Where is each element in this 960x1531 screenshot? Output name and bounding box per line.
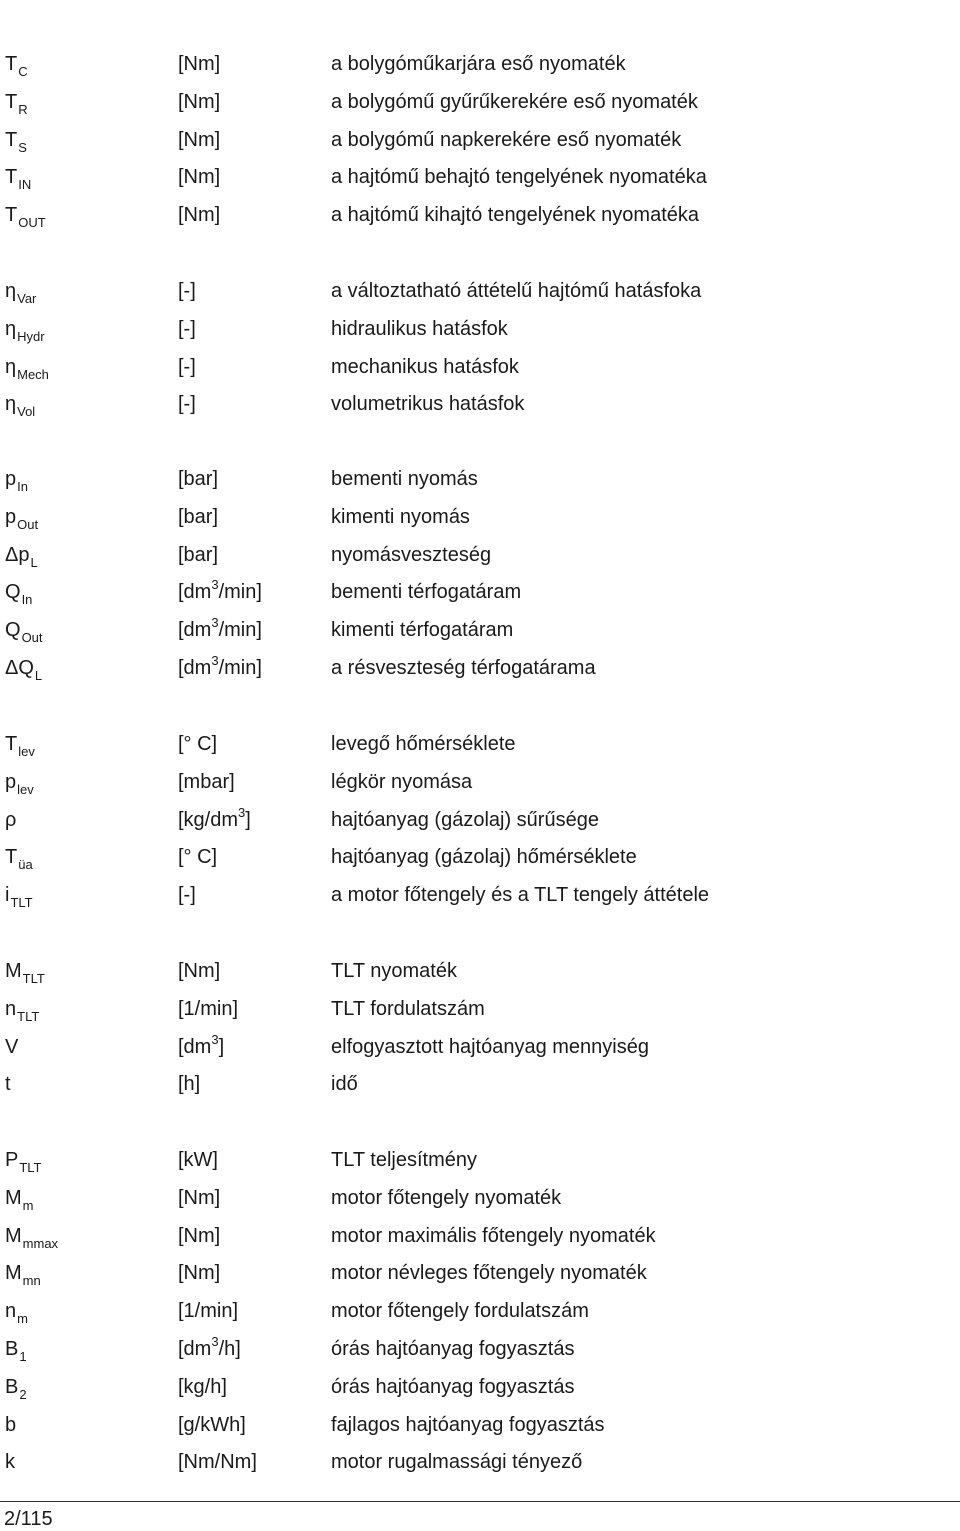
symbol <box>5 656 42 682</box>
symbol-base: T <box>5 128 18 151</box>
symbol <box>5 467 28 493</box>
symbol <box>5 90 28 116</box>
symbol-row <box>0 1072 960 1110</box>
unit <box>178 959 220 983</box>
symbol-subscript: S <box>18 139 27 155</box>
unit-text: [g/kWh] <box>178 1413 246 1436</box>
description: motor névleges főtengely nyomaték <box>331 1262 647 1285</box>
symbol-base: ΔQ <box>5 656 34 679</box>
unit-superscript: 3 <box>238 804 246 820</box>
unit-text: [° C] <box>178 846 218 869</box>
unit <box>178 1186 220 1210</box>
symbol-subscript: mmax <box>22 1235 59 1251</box>
description: a változtatható áttételű hajtómű hatásfoka <box>331 280 702 302</box>
description: légkör nyomása <box>331 770 473 793</box>
description: motor főtengely fordulatszám <box>331 1300 589 1323</box>
description: idő <box>331 1073 358 1096</box>
symbol-subscript: lev <box>17 781 34 797</box>
symbol-row <box>0 355 960 393</box>
symbol <box>5 392 35 418</box>
symbol-group <box>0 279 960 430</box>
unit-text: [kg/dm <box>178 808 239 831</box>
unit <box>178 165 220 189</box>
unit <box>178 577 262 606</box>
symbol-subscript: TLT <box>17 1008 40 1024</box>
unit-text-suffix: ] <box>218 1035 225 1058</box>
unit <box>178 1148 218 1172</box>
description: a bolygómű gyűrűkerekére eső nyomaték <box>331 90 698 113</box>
description: hidraulikus hatásfok <box>331 317 508 340</box>
symbol-base: V <box>5 1035 19 1058</box>
unit-text-suffix: /min] <box>218 656 262 679</box>
unit <box>178 615 262 644</box>
unit <box>178 883 196 907</box>
symbol-row <box>0 1261 960 1299</box>
symbol-base: M <box>5 960 22 982</box>
symbol-base: T <box>5 846 18 869</box>
symbol-subscript: Out <box>17 516 39 532</box>
symbol-base: Δp <box>5 543 30 566</box>
unit <box>178 317 196 341</box>
symbol <box>5 845 33 871</box>
unit-text-suffix: /h] <box>218 1337 241 1360</box>
symbol-base: ρ <box>5 808 17 831</box>
unit-text: [bar] <box>178 468 219 490</box>
symbol <box>5 52 28 78</box>
description: a bolygóműkarjára eső nyomaték <box>331 53 626 75</box>
symbol-subscript: 2 <box>19 1386 27 1402</box>
symbol-row <box>0 804 960 846</box>
symbol-row <box>0 1031 960 1073</box>
symbol-subscript: Var <box>17 291 37 306</box>
unit <box>178 1450 257 1474</box>
symbol-subscript: m <box>22 1197 34 1213</box>
description: hajtóanyag (gázolaj) hőmérséklete <box>331 846 637 869</box>
symbol-base: p <box>5 505 17 528</box>
unit-text: [1/min] <box>178 1300 239 1323</box>
unit <box>178 732 217 756</box>
unit-text: [dm <box>178 1337 212 1360</box>
symbol-row <box>0 467 960 505</box>
symbol <box>5 732 35 758</box>
symbol <box>5 1186 34 1212</box>
symbol-subscript: 1 <box>19 1348 27 1364</box>
symbol-row <box>0 577 960 618</box>
unit-text: [h] <box>178 1073 201 1096</box>
unit-text: [Nm] <box>178 1224 221 1247</box>
footer-rule <box>0 1501 960 1502</box>
description: TLT fordulatszám <box>331 997 485 1020</box>
symbol-base: T <box>5 90 18 113</box>
symbol-subscript: Out <box>21 630 43 646</box>
symbol-base: Q <box>5 581 21 604</box>
symbol <box>5 808 16 832</box>
symbol-base: B <box>5 1337 19 1360</box>
symbol-row <box>0 959 960 997</box>
symbol-base: n <box>5 997 17 1020</box>
symbol-subscript: In <box>17 479 28 494</box>
unit-text-suffix: /min] <box>218 581 262 604</box>
symbol-row <box>0 1375 960 1413</box>
symbol <box>5 1450 15 1474</box>
symbol <box>5 128 27 154</box>
description: órás hajtóanyag fogyasztás <box>331 1375 575 1398</box>
symbol-row <box>0 128 960 166</box>
unit-text: [Nm/Nm] <box>178 1451 257 1474</box>
unit-text: [Nm] <box>178 53 221 75</box>
symbol-base: i <box>5 884 10 907</box>
symbol-base: b <box>5 1413 17 1436</box>
symbol-subscript: R <box>18 101 28 117</box>
symbol <box>5 1035 18 1059</box>
symbol-row <box>0 1333 960 1375</box>
unit-text: [kg/h] <box>178 1375 227 1398</box>
symbol-row <box>0 615 960 656</box>
unit <box>178 845 217 869</box>
unit <box>178 505 218 529</box>
unit-superscript: 3 <box>211 615 219 631</box>
symbol-subscript: In <box>21 592 33 608</box>
unit <box>178 770 235 794</box>
symbol-group <box>0 467 960 694</box>
unit-superscript: 3 <box>211 1031 219 1047</box>
unit <box>178 652 262 682</box>
symbol-base: t <box>5 1073 11 1096</box>
unit <box>178 128 220 152</box>
symbol-base: Q <box>5 619 21 642</box>
unit-text: [dm <box>178 581 212 604</box>
symbol <box>5 1375 27 1401</box>
unit-text-suffix: ] <box>245 808 251 831</box>
symbol-subscript: TLT <box>19 1160 42 1175</box>
unit <box>178 203 220 227</box>
unit <box>178 997 238 1021</box>
symbol-subscript: TLT <box>10 895 33 911</box>
symbol-row <box>0 1186 960 1224</box>
symbol-base: M <box>5 1224 22 1247</box>
symbol-base: η <box>5 317 17 340</box>
symbol-row <box>0 165 960 203</box>
unit-text: [Nm] <box>178 1262 221 1285</box>
symbol-subscript: OUT <box>18 215 46 231</box>
symbol-subscript: Mech <box>17 366 49 382</box>
symbol-row <box>0 997 960 1035</box>
symbol-base: T <box>5 733 18 755</box>
unit-text: [-] <box>178 317 196 340</box>
unit-text: [Nm] <box>178 204 221 227</box>
description: mechanikus hatásfok <box>331 355 519 378</box>
symbol-base: M <box>5 1186 22 1209</box>
unit-text: [Nm] <box>178 960 221 982</box>
unit <box>178 467 218 491</box>
symbol-base: T <box>5 166 18 189</box>
unit <box>178 355 196 379</box>
symbol-row <box>0 1299 960 1337</box>
symbol-row <box>0 90 960 128</box>
symbol-base: η <box>5 355 17 378</box>
unit-text: [Nm] <box>178 90 221 113</box>
unit-text-suffix: /min] <box>218 619 262 642</box>
unit-text: [Nm] <box>178 166 221 189</box>
unit-superscript: 3 <box>211 652 219 668</box>
symbol-subscript: mn <box>22 1273 41 1289</box>
symbol-row <box>0 1148 960 1186</box>
symbol-subscript: IN <box>18 177 32 193</box>
symbol-subscript: L <box>30 554 38 570</box>
symbol-row <box>0 770 960 808</box>
unit-text: [-] <box>178 355 196 378</box>
symbol <box>5 997 39 1023</box>
description: órás hajtóanyag fogyasztás <box>331 1337 575 1360</box>
symbol-base: B <box>5 1375 19 1398</box>
unit-text: [Nm] <box>178 128 221 151</box>
description: bementi térfogatáram <box>331 581 522 604</box>
symbol-group <box>0 959 960 1110</box>
symbol <box>5 1072 11 1096</box>
unit-text: [dm <box>178 656 212 679</box>
symbol-subscript: m <box>17 1311 28 1327</box>
symbol <box>5 505 38 531</box>
description: a bolygómű napkerekére eső nyomaték <box>331 128 682 151</box>
symbol-group <box>0 52 960 241</box>
symbol-subscript: üa <box>18 857 33 873</box>
symbol-base: k <box>5 1451 15 1474</box>
description: TLT nyomaték <box>331 960 457 982</box>
description: elfogyasztott hajtóanyag mennyiség <box>331 1035 649 1058</box>
description: a motor főtengely és a TLT tengely áttétele <box>331 884 710 907</box>
symbol <box>5 279 36 305</box>
symbol <box>5 770 34 796</box>
unit-text: [dm <box>178 619 212 642</box>
unit <box>178 1299 238 1323</box>
symbol-row <box>0 505 960 543</box>
unit <box>178 1031 225 1061</box>
symbol-row <box>0 203 960 241</box>
description: levegő hőmérséklete <box>331 733 516 755</box>
symbol <box>5 165 31 191</box>
unit <box>178 1413 246 1437</box>
unit <box>178 804 251 834</box>
unit <box>178 90 220 114</box>
symbol <box>5 1299 28 1325</box>
symbol-row <box>0 392 960 430</box>
description: a résveszteség térfogatárama <box>331 656 596 679</box>
unit <box>178 1375 227 1399</box>
symbol-row <box>0 1224 960 1262</box>
unit-text: [-] <box>178 280 196 302</box>
symbol-row <box>0 279 960 317</box>
symbol-row <box>0 52 960 90</box>
description: motor főtengely nyomaték <box>331 1186 562 1209</box>
symbol <box>5 1413 16 1437</box>
symbol-row <box>0 732 960 770</box>
symbol-group <box>0 732 960 921</box>
unit <box>178 543 218 567</box>
unit <box>178 279 196 303</box>
symbol-row <box>0 652 960 694</box>
unit-text: [° C] <box>178 733 218 755</box>
symbol-subscript: TLT <box>22 971 45 986</box>
unit-text: [dm <box>178 1035 212 1058</box>
symbol-base: n <box>5 1300 17 1323</box>
symbol-row <box>0 1413 960 1451</box>
unit <box>178 1072 200 1096</box>
symbol-base: T <box>5 204 18 227</box>
page-number: 2/115 <box>4 1508 53 1530</box>
unit <box>178 52 220 76</box>
symbol-base: η <box>5 280 17 302</box>
symbol-group <box>0 1148 960 1488</box>
symbol-subscript: Hydr <box>17 328 45 344</box>
symbol <box>5 203 46 229</box>
symbol <box>5 959 45 985</box>
symbol <box>5 1224 58 1250</box>
symbol-row <box>0 1450 960 1488</box>
unit <box>178 1333 241 1363</box>
description: kimenti nyomás <box>331 505 470 528</box>
symbol-subscript: C <box>18 64 28 79</box>
unit-text: [-] <box>178 884 196 907</box>
description: a hajtómű kihajtó tengelyének nyomatéka <box>331 204 700 227</box>
symbol-base: η <box>5 393 17 416</box>
unit-text: [bar] <box>178 505 219 528</box>
unit-text: [bar] <box>178 543 219 566</box>
symbol-base: p <box>5 468 17 490</box>
unit <box>178 1224 220 1248</box>
symbol-row <box>0 317 960 355</box>
symbol <box>5 355 49 381</box>
symbol <box>5 317 45 343</box>
symbol-base: M <box>5 1262 22 1285</box>
symbol-subscript: Vol <box>17 404 36 420</box>
symbol-subscript: L <box>34 667 43 683</box>
description: kimenti térfogatáram <box>331 619 514 642</box>
symbol-row <box>0 543 960 581</box>
description: hajtóanyag (gázolaj) sűrűsége <box>331 808 599 831</box>
unit-superscript: 3 <box>211 577 219 593</box>
symbol-base: T <box>5 53 18 75</box>
unit-text: [mbar] <box>178 770 235 793</box>
unit-text: [kW] <box>178 1149 218 1171</box>
description: volumetrikus hatásfok <box>331 393 525 416</box>
unit <box>178 392 196 416</box>
symbol <box>5 883 33 909</box>
symbol <box>5 1261 41 1287</box>
description: fajlagos hajtóanyag fogyasztás <box>331 1413 605 1436</box>
symbol-row <box>0 845 960 883</box>
unit <box>178 1261 220 1285</box>
description: nyomásveszteség <box>331 543 492 566</box>
symbol <box>5 580 32 606</box>
description: a hajtómű behajtó tengelyének nyomatéka <box>331 166 707 189</box>
symbol-base: P <box>5 1149 19 1171</box>
symbol <box>5 618 43 644</box>
symbol-base: p <box>5 770 17 793</box>
description: motor maximális főtengely nyomaték <box>331 1224 656 1247</box>
symbol <box>5 1148 42 1174</box>
unit-superscript: 3 <box>211 1333 219 1349</box>
description: TLT teljesítmény <box>331 1149 477 1171</box>
description: motor rugalmassági tényező <box>331 1451 583 1474</box>
unit-text: [-] <box>178 393 196 416</box>
unit-text: [Nm] <box>178 1186 221 1209</box>
symbol <box>5 543 38 569</box>
symbol-row <box>0 883 960 921</box>
symbol-subscript: lev <box>18 744 35 759</box>
description: bementi nyomás <box>331 468 478 490</box>
symbol <box>5 1337 27 1363</box>
unit-text: [1/min] <box>178 997 239 1020</box>
